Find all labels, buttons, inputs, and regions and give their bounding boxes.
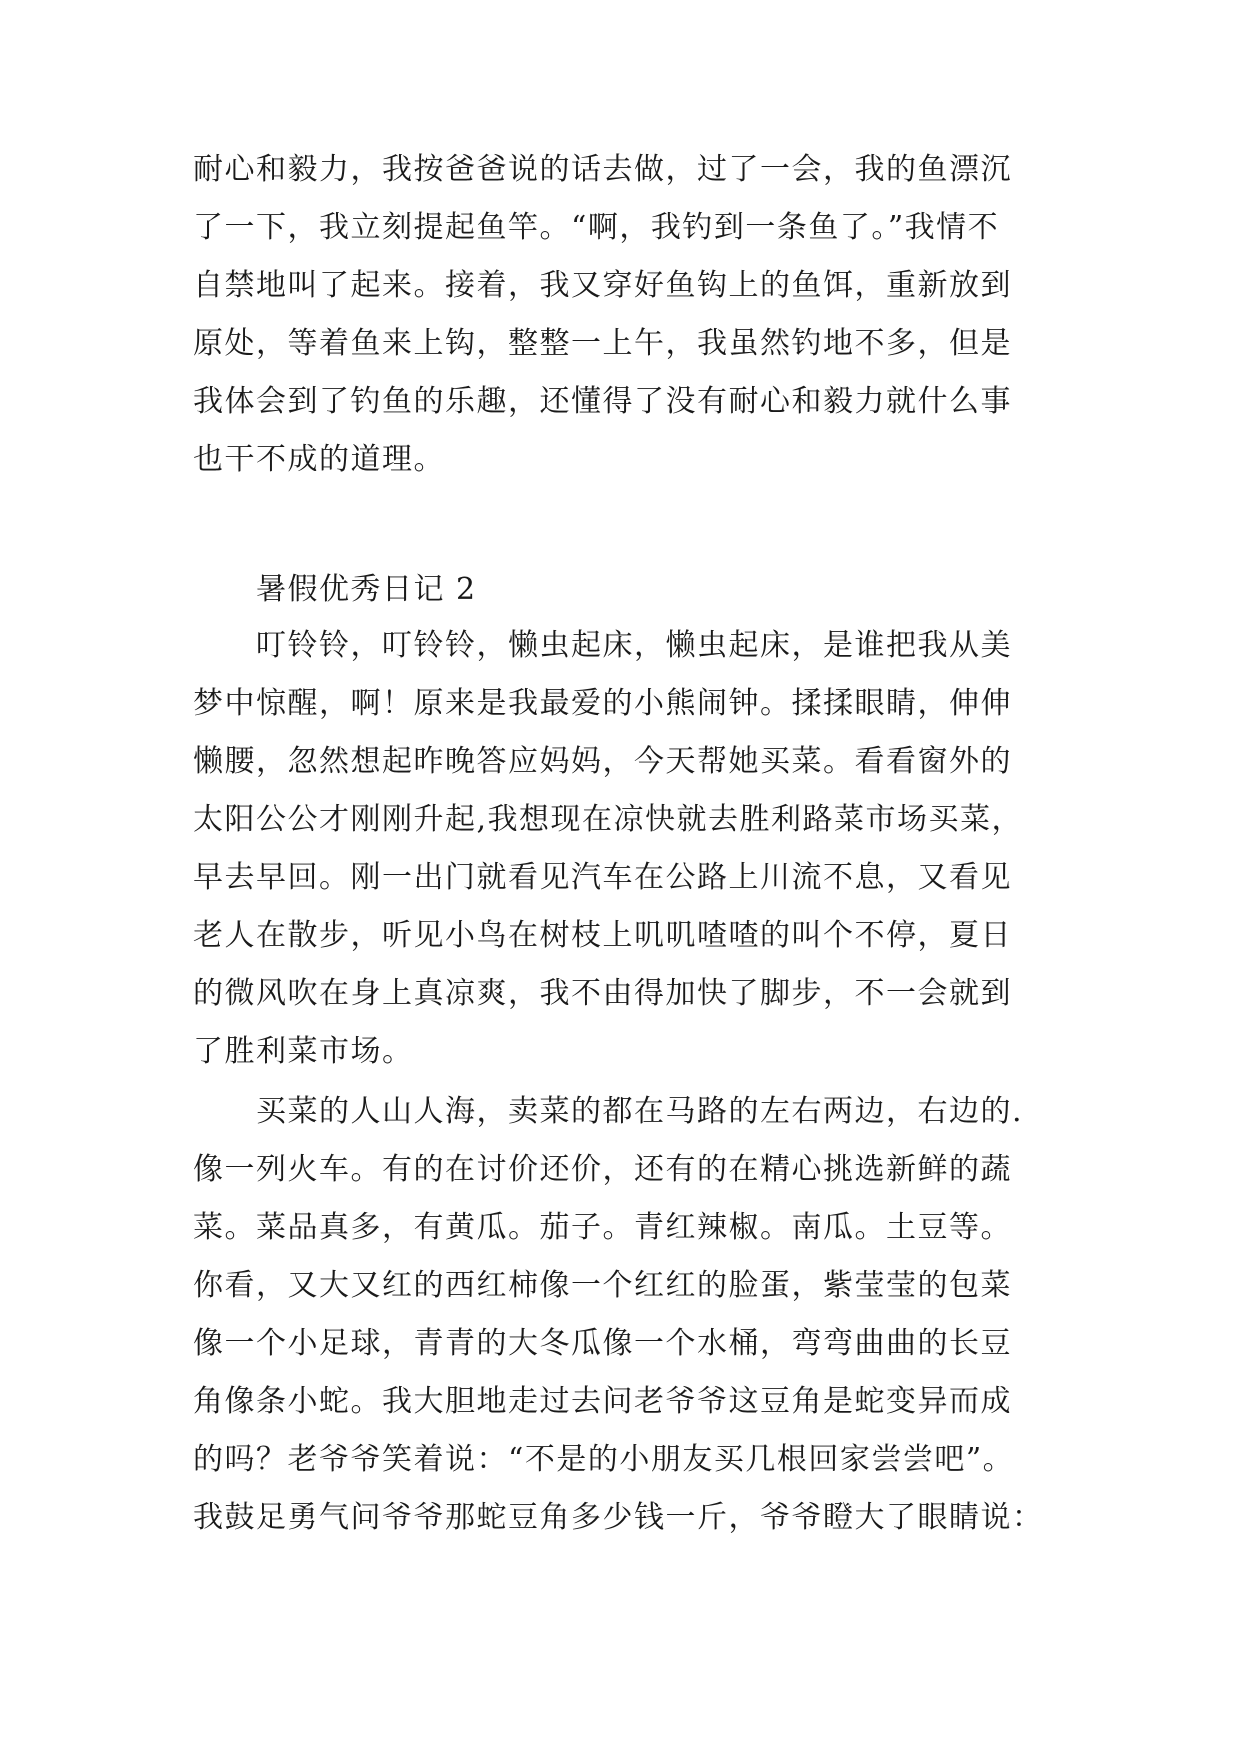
text-line: 了胜利菜市场。 bbox=[193, 1034, 414, 1069]
section-title: 暑假优秀日记 2 bbox=[256, 572, 477, 607]
text-line: 买菜的人山人海，卖菜的都在马路的左右两边，右边的. bbox=[256, 1094, 1024, 1129]
text-line: 角像条小蛇。我大胆地走过去问老爷爷这豆角是蛇变异而成 bbox=[193, 1384, 1012, 1419]
text-line: 像一个小足球，青青的大冬瓜像一个水桶，弯弯曲曲的长豆 bbox=[193, 1326, 1012, 1361]
text-line: 我鼓足勇气问爷爷那蛇豆角多少钱一斤，爷爷瞪大了眼睛说： bbox=[193, 1500, 1044, 1535]
text-line: 梦中惊醒，啊！原来是我最爱的小熊闹钟。揉揉眼睛，伸伸 bbox=[193, 686, 1012, 721]
text-line: 你看，又大又红的西红柿像一个红红的脸蛋，紫莹莹的包菜 bbox=[193, 1268, 1012, 1303]
text-line: 菜。菜品真多，有黄瓜。茄子。青红辣椒。南瓜。土豆等。 bbox=[193, 1210, 1012, 1245]
text-line: 我体会到了钓鱼的乐趣，还懂得了没有耐心和毅力就什么事 bbox=[193, 384, 1012, 419]
text-line: 像一列火车。有的在讨价还价，还有的在精心挑选新鲜的蔬 bbox=[193, 1152, 1012, 1187]
text-line: 的微风吹在身上真凉爽，我不由得加快了脚步，不一会就到 bbox=[193, 976, 1012, 1011]
text-line: 的吗？老爷爷笑着说：“不是的小朋友买几根回家尝尝吧”。 bbox=[193, 1442, 1015, 1477]
text-line: 老人在散步，听见小鸟在树枝上叽叽喳喳的叫个不停，夏日 bbox=[193, 918, 1012, 953]
text-line: 原处，等着鱼来上钩，整整一上午，我虽然钓地不多，但是 bbox=[193, 326, 1012, 361]
text-line: 也干不成的道理。 bbox=[193, 442, 445, 477]
text-line: 懒腰，忽然想起昨晚答应妈妈，今天帮她买菜。看看窗外的 bbox=[193, 744, 1012, 779]
text-line: 早去早回。刚一出门就看见汽车在公路上川流不息，又看见 bbox=[193, 860, 1012, 895]
text-line: 叮铃铃，叮铃铃，懒虫起床，懒虫起床，是谁把我从美 bbox=[256, 628, 1012, 663]
text-line: 了一下，我立刻提起鱼竿。“啊，我钓到一条鱼了。”我情不 bbox=[193, 210, 1000, 245]
text-line: 太阳公公才刚刚升起,我想现在凉快就去胜利路菜市场买菜， bbox=[193, 802, 1024, 837]
text-line: 耐心和毅力，我按爸爸说的话去做，过了一会，我的鱼漂沉 bbox=[193, 152, 1012, 187]
text-line: 自禁地叫了起来。接着，我又穿好鱼钩上的鱼饵，重新放到 bbox=[193, 268, 1012, 303]
